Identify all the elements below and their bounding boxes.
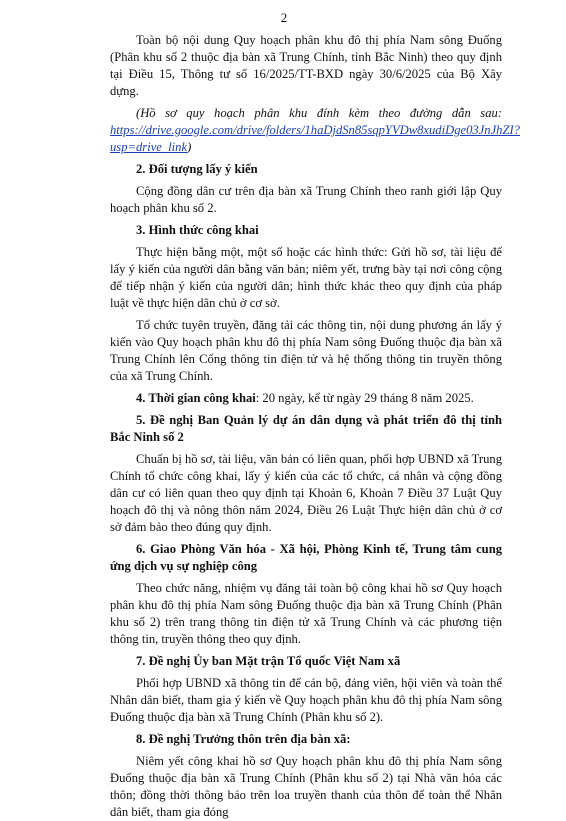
heading-section-3: 3. Hình thức công khai [136,223,259,237]
page-number: 2 [280,10,288,25]
paragraph-section-3a: Thực hiện bằng một, một số hoặc các hình thức: Gửi hồ sơ, tài liệu để lấy ý kiến của người dân bằng văn bản; niêm yết, trưng bày tại nơi công cộng để tiếp nhận ý kiến của người dân; hình thức khác theo quy định của pháp luật về thực hiện dân chủ ở cơ sở. [110,245,502,310]
note-prefix: (Hồ sơ quy hoạch phân khu đính kèm theo đường dẫn sau: [136,106,502,120]
paragraph-section-7: Phối hợp UBND xã thông tin để cán bộ, đảng viên, hội viên và toàn thể Nhân dân biết, tham gia ý kiến về Quy hoạch phân khu đô thị phía Nam sông Đuống thuộc địa bàn xã Trung Chính (Phân khu số 2). [110,676,502,724]
paragraph-section-2: Cộng đồng dân cư trên địa bàn xã Trung Chính theo ranh giới lập Quy hoạch phân khu số 2. [110,184,502,215]
drive-link[interactable]: https://drive.google.com/drive/folders/1haDjdSn85sqpYVDw8xudiDge03JnJhZI?usp=drive_link [110,123,520,154]
section-4-text: : 20 ngày, kể từ ngày 29 tháng 8 năm 2025. [255,391,474,405]
heading-section-2: 2. Đối tượng lấy ý kiến [136,162,258,176]
paragraph-section-5: Chuẩn bị hồ sơ, tài liệu, văn bản có liên quan, phối hợp UBND xã Trung Chính tổ chức công khai, lấy ý kiến của các tổ chức, cá nhân và cộng đồng dân cư có liên quan theo quy định tại Khoản 6, Khoản 7 Điều 37 Luật Quy hoạch đô thị và nông thôn năm 2024, Điều 26 Luật Thực hiện dân chủ ở cơ sở đảm bảo theo đúng quy định. [110,452,502,534]
heading-section-7: 7. Đề nghị Ủy ban Mặt trận Tổ quốc Việt Nam xã [136,654,401,668]
paragraph-section-4 [110,390,502,407]
paragraph-attachment-note [110,105,520,156]
paragraph-section-8: Niêm yết công khai hồ sơ Quy hoạch phân khu đô thị phía Nam sông Đuống thuộc địa bàn xã Trung Chính (Phân khu số 2) tại Nhà văn hóa các thôn; đồng thời thông báo trên loa truyền thanh của thôn để toàn thể Nhân dân biết, tham gia đóng [110,754,502,819]
paragraph-scope: Toàn bộ nội dung Quy hoạch phân khu đô thị phía Nam sông Đuống (Phân khu số 2 thuộc địa bàn xã Trung Chính, tỉnh Bắc Ninh) theo quy định tại Điều 15, Thông tư số 16/2025/TT-BXD ngày 30/6/2025 của Bộ Xây dựng. [110,33,502,98]
heading-section-8: 8. Đề nghị Trưởng thôn trên địa bàn xã: [136,732,351,746]
heading-section-5: 5. Đề nghị Ban Quản lý dự án dân dụng và phát triển đô thị tỉnh Bắc Ninh số 2 [110,413,502,444]
heading-section-4: 4. Thời gian công khai [136,391,256,405]
paragraph-section-3b: Tổ chức tuyên truyền, đăng tải các thông tin, nội dung phương án lấy ý kiến vào Quy hoạch phân khu đô thị phía Nam sông Đuống thuộc địa bàn xã Trung Chính lên Cổng thông tin điện tử và hệ thống thông tin truyền thông của xã Trung Chính. [110,318,502,383]
note-suffix: ) [187,140,192,154]
heading-section-6: 6. Giao Phòng Văn hóa - Xã hội, Phòng Kinh tế, Trung tâm cung ứng dịch vụ sự nghiệp công [110,542,502,573]
paragraph-section-6: Theo chức năng, nhiệm vụ đăng tải toàn bộ công khai hồ sơ Quy hoạch phân khu đô thị phía Nam sông Đuống thuộc địa bàn xã Trung Chính (Phân khu số 2) trên trang thông tin điện tử xã Trung Chính và các phương tiện thông tin, truyền thông theo quy định. [110,581,502,646]
